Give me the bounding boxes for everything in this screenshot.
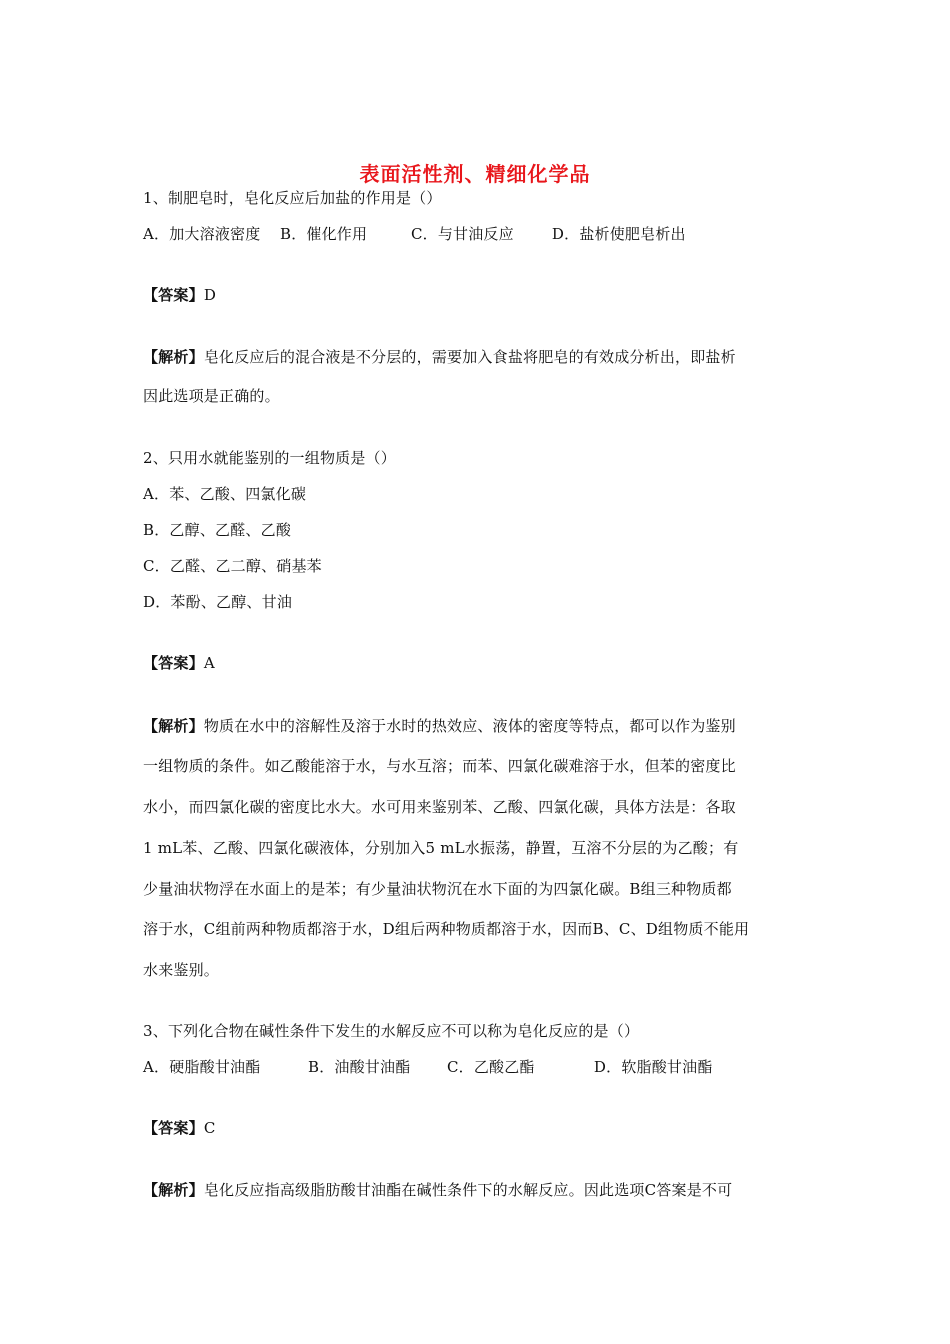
question-1-answer xyxy=(143,285,216,305)
question-3-option-b: B．油酸甘油酯 xyxy=(307,1058,411,1076)
answer-tag: 【答案】 xyxy=(143,286,204,304)
question-2-analysis-line-3: 水小，而四氯化碳的密度比水大。水可用来鉴别苯、乙酸、四氯化碳，具体方法是：各取 xyxy=(143,798,736,816)
question-3-options xyxy=(143,1057,713,1077)
question-2-analysis-line-6: 溶于水，C组前两种物质都溶于水，D组后两种物质都溶于水，因而B、C、D组物质不能用 xyxy=(143,920,750,938)
question-1-option-a: A．加大溶液密度 xyxy=(143,225,261,243)
analysis-tag: 【解析】 xyxy=(143,348,204,366)
question-2-analysis-line-1 xyxy=(143,716,736,736)
question-1-analysis-line-2: 因此选项是正确的。 xyxy=(143,387,280,405)
document-title: 表面活性剂、精细化学品 xyxy=(359,162,591,186)
question-3-option-d: D．软脂酸甘油酯 xyxy=(593,1058,713,1076)
question-2-analysis-line-2: 一组物质的条件。如乙酸能溶于水，与水互溶；而苯、四氯化碳难溶于水，但苯的密度比 xyxy=(143,757,736,775)
answer-value: D xyxy=(203,286,217,304)
answer-tag: 【答案】 xyxy=(143,654,204,672)
question-1-analysis-line-1 xyxy=(143,347,736,367)
question-2-option-c: C．乙醛、乙二醇、硝基苯 xyxy=(143,557,322,575)
answer-tag: 【答案】 xyxy=(143,1119,204,1137)
question-3-option-c: C．乙酸乙酯 xyxy=(446,1058,535,1076)
question-2-option-a: A．苯、乙酸、四氯化碳 xyxy=(143,485,307,503)
question-2-analysis-line-5: 少量油状物浮在水面上的是苯；有少量油状物沉在水下面的为四氯化碳。B组三种物质都 xyxy=(143,880,732,898)
analysis-text: 物质在水中的溶解性及溶于水时的热效应、液体的密度等特点，都可以作为鉴别 xyxy=(203,717,736,735)
analysis-text: 皂化反应后的混合液是不分层的，需要加入食盐将肥皂的有效成分析出，即盐析 xyxy=(203,348,736,366)
question-1-option-b: B．催化作用 xyxy=(279,225,368,243)
question-1-options xyxy=(143,224,686,244)
question-1-option-d: D．盐析使肥皂析出 xyxy=(551,225,686,243)
question-2-option-d: D．苯酚、乙醇、甘油 xyxy=(143,593,293,611)
question-2-answer xyxy=(143,653,215,673)
question-2-analysis-line-7: 水来鉴别。 xyxy=(143,961,220,979)
question-2-analysis-line-4: 1 mL苯、乙酸、四氯化碳液体，分别加入5 mL水振荡，静置，互溶不分层的为乙酸；有 xyxy=(143,839,739,857)
question-3-stem: 3、下列化合物在碱性条件下发生的水解反应不可以称为皂化反应的是（） xyxy=(143,1022,640,1040)
analysis-text: 皂化反应指高级脂肪酸甘油酯在碱性条件下的水解反应。因此选项C答案是不可 xyxy=(203,1181,733,1199)
question-1-stem: 1、制肥皂时，皂化反应后加盐的作用是（） xyxy=(143,189,442,207)
question-1-option-c: C．与甘油反应 xyxy=(410,225,514,243)
analysis-tag: 【解析】 xyxy=(143,717,204,735)
question-3-answer xyxy=(143,1118,216,1138)
question-2-option-b: B．乙醇、乙醛、乙酸 xyxy=(143,521,292,539)
question-3-option-a: A．硬脂酸甘油酯 xyxy=(143,1058,261,1076)
answer-value: C xyxy=(203,1119,216,1137)
question-3-analysis-line-1 xyxy=(143,1180,732,1200)
answer-value: A xyxy=(203,654,215,672)
question-2-stem: 2、只用水就能鉴别的一组物质是（） xyxy=(143,449,396,467)
analysis-tag: 【解析】 xyxy=(143,1181,204,1199)
